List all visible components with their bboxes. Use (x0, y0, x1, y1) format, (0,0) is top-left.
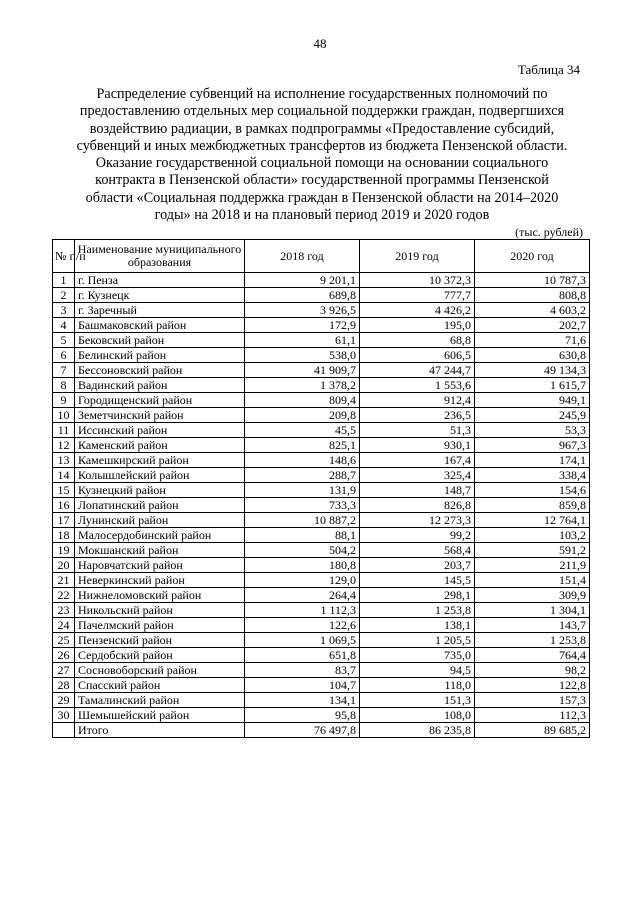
row-number: 4 (53, 318, 75, 333)
row-municipality: Каменский район (75, 438, 245, 453)
table-row (53, 513, 590, 528)
row-number: 9 (53, 393, 75, 408)
row-value-2020: 202,7 (475, 318, 590, 333)
table-row (53, 348, 590, 363)
row-number: 10 (53, 408, 75, 423)
row-value-2020: 154,6 (475, 483, 590, 498)
row-number: 25 (53, 633, 75, 648)
table-row (53, 708, 590, 723)
row-value-2020: 338,4 (475, 468, 590, 483)
units-note: (тыс. рублей) (515, 225, 583, 239)
row-number: 17 (53, 513, 75, 528)
row-number: 24 (53, 618, 75, 633)
total-label: Итого (75, 723, 245, 738)
row-value-2019: 167,4 (360, 453, 475, 468)
row-value-2018: 41 909,7 (245, 363, 360, 378)
row-value-2020: 1 253,8 (475, 633, 590, 648)
row-value-2019: 10 372,3 (360, 273, 475, 288)
table-row (53, 378, 590, 393)
row-value-2020: 151,4 (475, 573, 590, 588)
row-value-2020: 1 304,1 (475, 603, 590, 618)
row-value-2020: 53,3 (475, 423, 590, 438)
row-value-2018: 131,9 (245, 483, 360, 498)
row-value-2018: 122,6 (245, 618, 360, 633)
row-value-2019: 203,7 (360, 558, 475, 573)
table-row (53, 393, 590, 408)
row-value-2019: 148,7 (360, 483, 475, 498)
table-row (53, 693, 590, 708)
row-municipality: Камешкирский район (75, 453, 245, 468)
row-municipality: Наровчатский район (75, 558, 245, 573)
row-value-2018: 825,1 (245, 438, 360, 453)
row-number: 8 (53, 378, 75, 393)
table-row (53, 423, 590, 438)
row-value-2019: 1 205,5 (360, 633, 475, 648)
row-value-2019: 99,2 (360, 528, 475, 543)
row-municipality: Сосновоборский район (75, 663, 245, 678)
document-title: Распределение субвенций на исполнение государственных полномочий по предоставлению отдельных мер социальной поддержки граждан, подвергшихся воздействию радиации, в рамках подпрограммы «Предоставление субсидий, субвенций и иных межбюджетных трансфертов из бюджета Пензенской области. Оказание государственной социальной помощи на основании социального контракта в Пензенской области» государственной программы Пензенской области «Социальная поддержка граждан в Пензенской области на 2014–2020 годы» на 2018 и на плановый период 2019 и 2020 годов (76, 86, 568, 224)
row-municipality: Иссинский район (75, 423, 245, 438)
row-value-2020: 71,6 (475, 333, 590, 348)
row-value-2020: 122,8 (475, 678, 590, 693)
row-value-2018: 95,8 (245, 708, 360, 723)
row-municipality: г. Пенза (75, 273, 245, 288)
row-number: 21 (53, 573, 75, 588)
total-value-2018: 76 497,8 (245, 723, 360, 738)
row-value-2018: 134,1 (245, 693, 360, 708)
table-row (53, 273, 590, 288)
row-value-2018: 180,8 (245, 558, 360, 573)
row-municipality: Мокшанский район (75, 543, 245, 558)
row-municipality: г. Кузнецк (75, 288, 245, 303)
row-value-2020: 112,3 (475, 708, 590, 723)
row-value-2018: 104,7 (245, 678, 360, 693)
row-value-2020: 211,9 (475, 558, 590, 573)
table-row (53, 333, 590, 348)
table-row (53, 588, 590, 603)
table-row (53, 453, 590, 468)
subvention-table (52, 239, 590, 738)
row-value-2020: 808,8 (475, 288, 590, 303)
row-municipality: Нижнеломовский район (75, 588, 245, 603)
row-value-2020: 630,8 (475, 348, 590, 363)
row-number: 11 (53, 423, 75, 438)
row-municipality: Земетчинский район (75, 408, 245, 423)
row-municipality: Пачелмский район (75, 618, 245, 633)
row-value-2018: 45,5 (245, 423, 360, 438)
row-value-2020: 859,8 (475, 498, 590, 513)
row-value-2018: 264,4 (245, 588, 360, 603)
header-2019: 2019 год (360, 240, 475, 273)
row-value-2020: 4 603,2 (475, 303, 590, 318)
total-number-cell (53, 723, 75, 738)
row-value-2020: 10 787,3 (475, 273, 590, 288)
row-municipality: Никольский район (75, 603, 245, 618)
total-value-2020: 89 685,2 (475, 723, 590, 738)
row-value-2018: 88,1 (245, 528, 360, 543)
row-municipality: Лунинский район (75, 513, 245, 528)
row-municipality: Сердобский район (75, 648, 245, 663)
row-value-2018: 689,8 (245, 288, 360, 303)
total-row (53, 723, 590, 738)
table-row (53, 543, 590, 558)
row-value-2019: 118,0 (360, 678, 475, 693)
row-municipality: Кузнецкий район (75, 483, 245, 498)
row-number: 7 (53, 363, 75, 378)
table-row (53, 483, 590, 498)
row-municipality: Башмаковский район (75, 318, 245, 333)
row-value-2018: 733,3 (245, 498, 360, 513)
table-row (53, 618, 590, 633)
row-value-2019: 138,1 (360, 618, 475, 633)
row-value-2019: 151,3 (360, 693, 475, 708)
table-row (53, 303, 590, 318)
row-value-2019: 606,5 (360, 348, 475, 363)
row-municipality: Лопатинский район (75, 498, 245, 513)
row-value-2020: 143,7 (475, 618, 590, 633)
table-row (53, 438, 590, 453)
row-value-2018: 1 378,2 (245, 378, 360, 393)
row-value-2020: 591,2 (475, 543, 590, 558)
row-number: 18 (53, 528, 75, 543)
table-row (53, 318, 590, 333)
row-value-2019: 94,5 (360, 663, 475, 678)
row-number: 29 (53, 693, 75, 708)
row-value-2019: 568,4 (360, 543, 475, 558)
table-row (53, 648, 590, 663)
row-value-2018: 148,6 (245, 453, 360, 468)
row-municipality: Бековский район (75, 333, 245, 348)
row-value-2020: 98,2 (475, 663, 590, 678)
row-value-2019: 4 426,2 (360, 303, 475, 318)
row-value-2018: 61,1 (245, 333, 360, 348)
row-municipality: Колышлейский район (75, 468, 245, 483)
row-municipality: Вадинский район (75, 378, 245, 393)
row-value-2019: 12 273,3 (360, 513, 475, 528)
row-number: 30 (53, 708, 75, 723)
table-header-row (53, 240, 590, 273)
row-value-2020: 309,9 (475, 588, 590, 603)
row-number: 14 (53, 468, 75, 483)
table-row (53, 678, 590, 693)
row-value-2018: 9 201,1 (245, 273, 360, 288)
row-value-2020: 764,4 (475, 648, 590, 663)
row-value-2019: 826,8 (360, 498, 475, 513)
row-municipality: Шемышейский район (75, 708, 245, 723)
row-value-2020: 967,3 (475, 438, 590, 453)
row-number: 23 (53, 603, 75, 618)
row-value-2018: 3 926,5 (245, 303, 360, 318)
row-number: 20 (53, 558, 75, 573)
row-number: 6 (53, 348, 75, 363)
row-municipality: Спасский район (75, 678, 245, 693)
row-value-2019: 145,5 (360, 573, 475, 588)
row-number: 3 (53, 303, 75, 318)
row-value-2019: 1 253,8 (360, 603, 475, 618)
header-2020: 2020 год (475, 240, 590, 273)
row-municipality: Белинский район (75, 348, 245, 363)
row-number: 2 (53, 288, 75, 303)
row-municipality: Пензенский район (75, 633, 245, 648)
row-value-2018: 288,7 (245, 468, 360, 483)
row-value-2020: 949,1 (475, 393, 590, 408)
row-value-2020: 245,9 (475, 408, 590, 423)
row-value-2019: 51,3 (360, 423, 475, 438)
row-value-2018: 651,8 (245, 648, 360, 663)
row-number: 1 (53, 273, 75, 288)
header-2018: 2018 год (245, 240, 360, 273)
row-value-2019: 777,7 (360, 288, 475, 303)
table-row (53, 603, 590, 618)
row-value-2019: 1 553,6 (360, 378, 475, 393)
row-value-2020: 157,3 (475, 693, 590, 708)
row-number: 12 (53, 438, 75, 453)
header-num: № п/п (53, 240, 75, 273)
table-row (53, 288, 590, 303)
row-value-2018: 504,2 (245, 543, 360, 558)
header-name: Наименование муниципального образования (75, 240, 245, 273)
row-value-2019: 195,0 (360, 318, 475, 333)
row-value-2020: 1 615,7 (475, 378, 590, 393)
row-value-2018: 1 069,5 (245, 633, 360, 648)
row-municipality: г. Заречный (75, 303, 245, 318)
row-number: 16 (53, 498, 75, 513)
row-value-2020: 103,2 (475, 528, 590, 543)
table-row (53, 528, 590, 543)
row-number: 15 (53, 483, 75, 498)
row-value-2020: 12 764,1 (475, 513, 590, 528)
row-number: 5 (53, 333, 75, 348)
row-number: 28 (53, 678, 75, 693)
row-number: 27 (53, 663, 75, 678)
row-number: 26 (53, 648, 75, 663)
row-number: 22 (53, 588, 75, 603)
row-value-2019: 68,8 (360, 333, 475, 348)
row-value-2020: 174,1 (475, 453, 590, 468)
table-label: Таблица 34 (517, 62, 580, 77)
row-value-2019: 108,0 (360, 708, 475, 723)
row-value-2018: 83,7 (245, 663, 360, 678)
row-value-2018: 1 112,3 (245, 603, 360, 618)
total-value-2019: 86 235,8 (360, 723, 475, 738)
row-municipality: Городищенский район (75, 393, 245, 408)
row-municipality: Малосердобинский район (75, 528, 245, 543)
row-value-2018: 538,0 (245, 348, 360, 363)
row-value-2018: 209,8 (245, 408, 360, 423)
row-value-2019: 47 244,7 (360, 363, 475, 378)
table-row (53, 573, 590, 588)
row-value-2019: 930,1 (360, 438, 475, 453)
page-number: 48 (313, 36, 327, 51)
row-value-2020: 49 134,3 (475, 363, 590, 378)
row-value-2018: 809,4 (245, 393, 360, 408)
row-municipality: Неверкинский район (75, 573, 245, 588)
table-row (53, 663, 590, 678)
row-value-2018: 10 887,2 (245, 513, 360, 528)
row-value-2019: 735,0 (360, 648, 475, 663)
row-value-2018: 129,0 (245, 573, 360, 588)
row-number: 13 (53, 453, 75, 468)
table-row (53, 408, 590, 423)
table-row (53, 633, 590, 648)
row-value-2019: 236,5 (360, 408, 475, 423)
row-municipality: Тамалинский район (75, 693, 245, 708)
table-row (53, 498, 590, 513)
table-row (53, 468, 590, 483)
table-row (53, 558, 590, 573)
table-row (53, 363, 590, 378)
row-value-2019: 912,4 (360, 393, 475, 408)
row-number: 19 (53, 543, 75, 558)
row-municipality: Бессоновский район (75, 363, 245, 378)
row-value-2019: 325,4 (360, 468, 475, 483)
row-value-2018: 172,9 (245, 318, 360, 333)
row-value-2019: 298,1 (360, 588, 475, 603)
